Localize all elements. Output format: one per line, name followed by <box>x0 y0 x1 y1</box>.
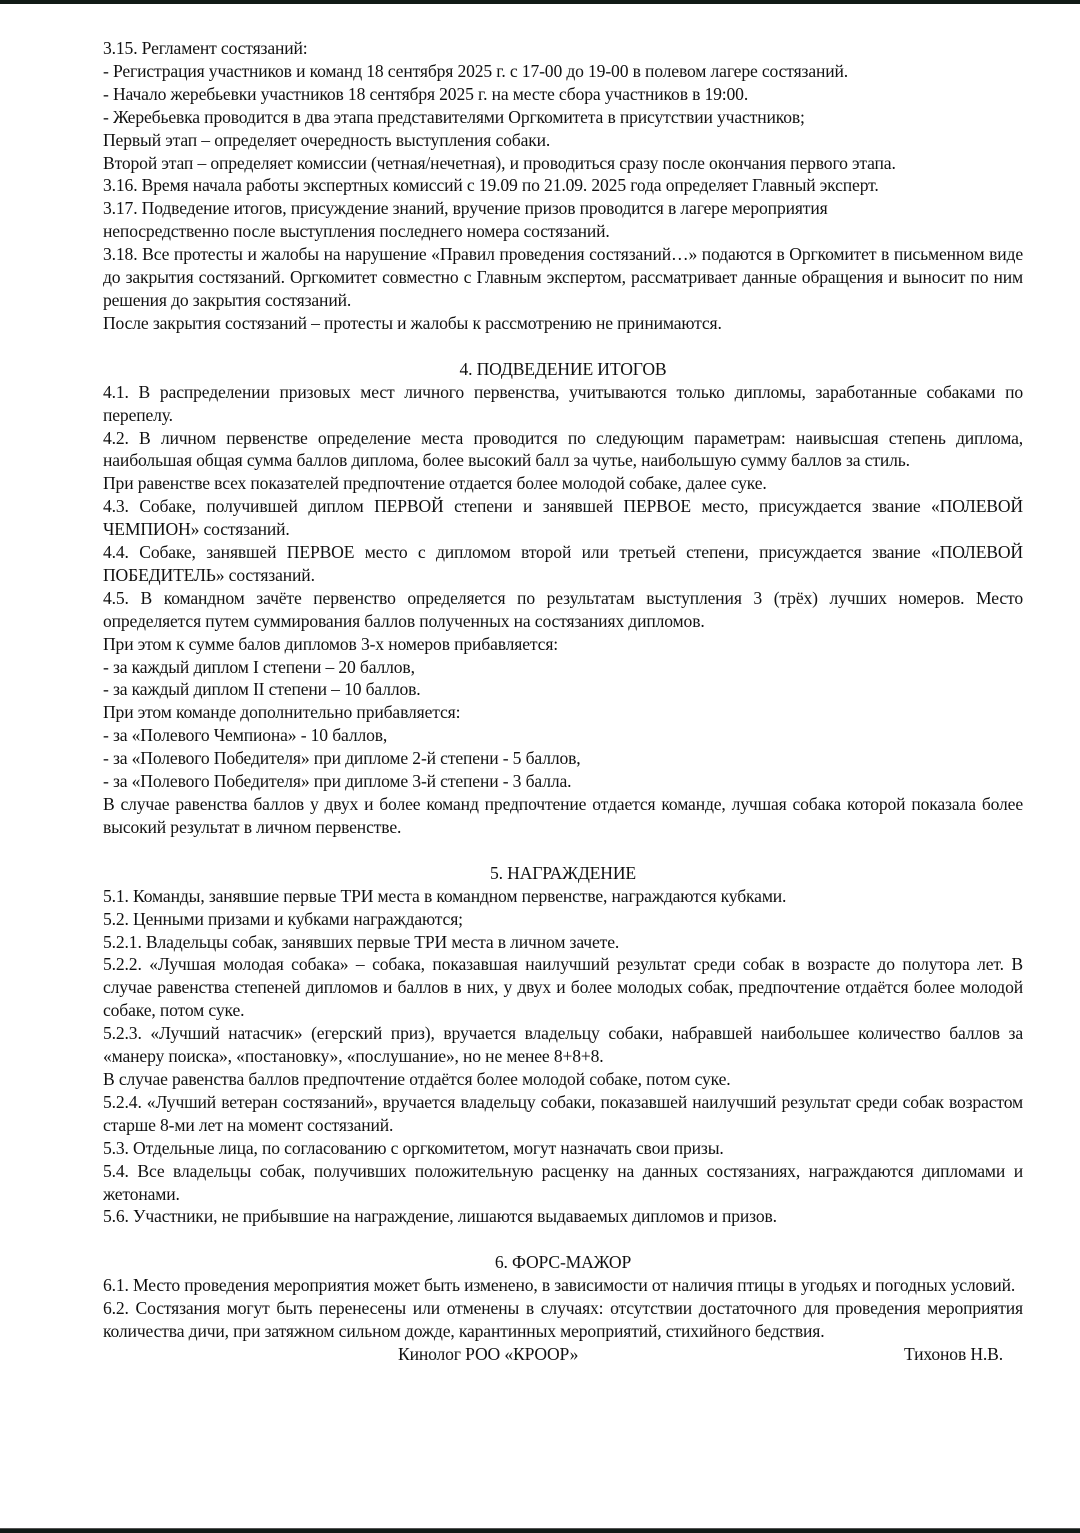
paragraph: - Регистрация участников и команд 18 сентября 2025 г. с 17-00 до 19-00 в полевом лагере состязаний. <box>103 60 849 81</box>
paragraph: 6.2. Состязания могут быть перенесены или отменены в случаях: отсутствии достаточного для проведения мероприятия количества дичи, при затяжном сильном дожде, карантинных мероприятий, стихийного бедствия. <box>103 1298 1023 1342</box>
document-page <box>103 37 1023 1366</box>
paragraph: 5.2. Ценными призами и кубками награждаются; <box>103 908 463 929</box>
paragraph: 6.1. Место проведения мероприятия может быть изменено, в зависимости от наличия птицы в угодьях и погодных условий. <box>103 1275 1016 1296</box>
paragraph: 5.1. Команды, занявшие первые ТРИ места в командном первенстве, награждаются кубками. <box>103 885 787 906</box>
spacer <box>103 1228 1023 1251</box>
paragraph: Первый этап – определяет очередность выступления собаки. <box>103 129 551 150</box>
spacer <box>103 335 1023 358</box>
section-3-regulations <box>103 37 1023 335</box>
section-5-heading: 5. НАГРАЖДЕНИЕ <box>490 862 636 883</box>
paragraph: 5.4. Все владельцы собак, получивших положительную расценку на данных состязаниях, награждаются дипломами и жетонами. <box>103 1160 1023 1204</box>
paragraph: 4.4. Собаке, занявшей ПЕРВОЕ место с дипломом второй или третьей степени, присуждается звание «ПОЛЕВОЙ ПОБЕДИТЕЛЬ» состязаний. <box>103 542 1023 585</box>
paragraph: 5.2.2. «Лучшая молодая собака» – собака, показавшая наилучший результат среди собак в возрасте до полутора лет. В случае равенства степеней дипломов и баллов в них, у двух и более молодых собак, предпочтение отдаётся более молодой собаке, потом суке. <box>103 954 1023 1021</box>
paragraph: - за каждый диплом II степени – 10 баллов. <box>103 679 421 700</box>
paragraph: 3.16. Время начала работы экспертных комиссий с 19.09 по 21.09. 2025 года определяет Главный эксперт. <box>103 175 879 196</box>
paragraph: 5.2.3. «Лучший натасчик» (егерский приз), вручается владельцу собаки, набравшей наибольшее количество баллов за «манеру поиска», «постановку», «послушание», но не менее 8+8+8. <box>103 1023 1023 1067</box>
paragraph: - за каждый диплом I степени – 20 баллов, <box>103 656 415 677</box>
screen-top-edge <box>0 0 1080 4</box>
paragraph: - Жеребьевка проводится в два этапа представителями Оргкомитета в присутствии участников; <box>103 106 805 127</box>
section-6-force-majeure <box>103 1274 1023 1343</box>
paragraph: 4.3. Собаке, получившей диплом ПЕРВОЙ степени и занявшей ПЕРВОЕ место, присуждается звание «ПОЛЕВОЙ ЧЕМПИОН» состязаний. <box>103 496 1023 540</box>
paragraph: 5.6. Участники, не прибывшие на награждение, лишаются выдаваемых дипломов и призов. <box>103 1206 777 1227</box>
section-5-awards <box>103 885 1023 1229</box>
paragraph: - за «Полевого Победителя» при дипломе 3-й степени - 3 балла. <box>103 771 572 792</box>
paragraph: - за «Полевого Чемпиона» - 10 баллов, <box>103 725 388 746</box>
paragraph: В случае равенства баллов у двух и более команд предпочтение отдается команде, лучшая собака которой показала более высокий результат в личном первенстве. <box>103 794 1023 837</box>
paragraph: В случае равенства баллов предпочтение отдаётся более молодой собаке, потом суке. <box>103 1068 731 1089</box>
signature-name: Тихонов Н.В. <box>903 1343 1003 1364</box>
signature-position: Кинолог РОО «КРООР» <box>398 1343 579 1364</box>
paragraph: - за «Полевого Победителя» при дипломе 2-й степени - 5 баллов, <box>103 748 581 769</box>
paragraph: После закрытия состязаний – протесты и жалобы к рассмотрению не принимаются. <box>103 312 722 333</box>
paragraph: 5.2.4. «Лучший ветеран состязаний», вручается владельцу собаки, показавшей наилучший результат среди собак возрастом старше 8-ми лет на момент состязаний. <box>103 1091 1023 1135</box>
paragraph: 3.18. Все протесты и жалобы на нарушение «Правил проведения состязаний…» подаются в Оргкомитет в письменном виде до закрытия состязаний. Оргкомитет совместно с Главным экспертом, рассматривает данные обращения и выносит по ним решения до закрытия состязаний. <box>103 244 1023 310</box>
signature-block <box>103 1343 1023 1366</box>
paragraph: 5.2.1. Владельцы собак, занявших первые ТРИ места в личном зачете. <box>103 931 620 952</box>
paragraph: При этом к сумме балов дипломов 3-х номеров прибавляется: <box>103 633 558 654</box>
section-4-results <box>103 381 1023 839</box>
paragraph: 4.1. В распределении призовых мест личного первенства, учитываются только дипломы, заработанные собаками по перепелу. <box>103 381 1023 425</box>
paragraph: При этом команде дополнительно прибавляется: <box>103 702 461 723</box>
paragraph: При равенстве всех показателей предпочтение отдается более молодой собаке, далее суке. <box>103 473 767 494</box>
paragraph: 3.15. Регламент состязаний: <box>103 38 308 58</box>
paragraph: Второй этап – определяет комиссии (четная/нечетная), и проводиться сразу после окончания первого этапа. <box>103 152 896 173</box>
paragraph: 4.5. В командном зачёте первенство определяется по результатам выступления 3 (трёх) лучших номеров. Место определяется путем суммирования баллов полученных на состязаниях дипломов. <box>103 587 1023 631</box>
screen-bottom-edge <box>0 1529 1080 1533</box>
spacer <box>103 839 1023 862</box>
paragraph: - Начало жеребьевки участников 18 сентября 2025 г. на месте сбора участников в 19:00. <box>103 83 749 104</box>
paragraph: 4.2. В личном первенстве определение места проводится по следующим параметрам: наивысшая степень диплома, наибольшая общая сумма баллов диплома, более высокий балл за чутье, наибольшую сумму баллов за стиль. <box>103 427 1023 471</box>
section-4-heading: 4. ПОДВЕДЕНИЕ ИТОГОВ <box>459 358 667 379</box>
paragraph: 5.3. Отдельные лица, по согласованию с оргкомитетом, могут назначать свои призы. <box>103 1137 724 1158</box>
section-6-heading: 6. ФОРС-МАЖОР <box>494 1252 632 1273</box>
paragraph: 3.17. Подведение итогов, присуждение знаний, вручение призов проводится в лагере мероприятия непосредственно после выступления последнего номера состязаний. <box>103 198 828 242</box>
